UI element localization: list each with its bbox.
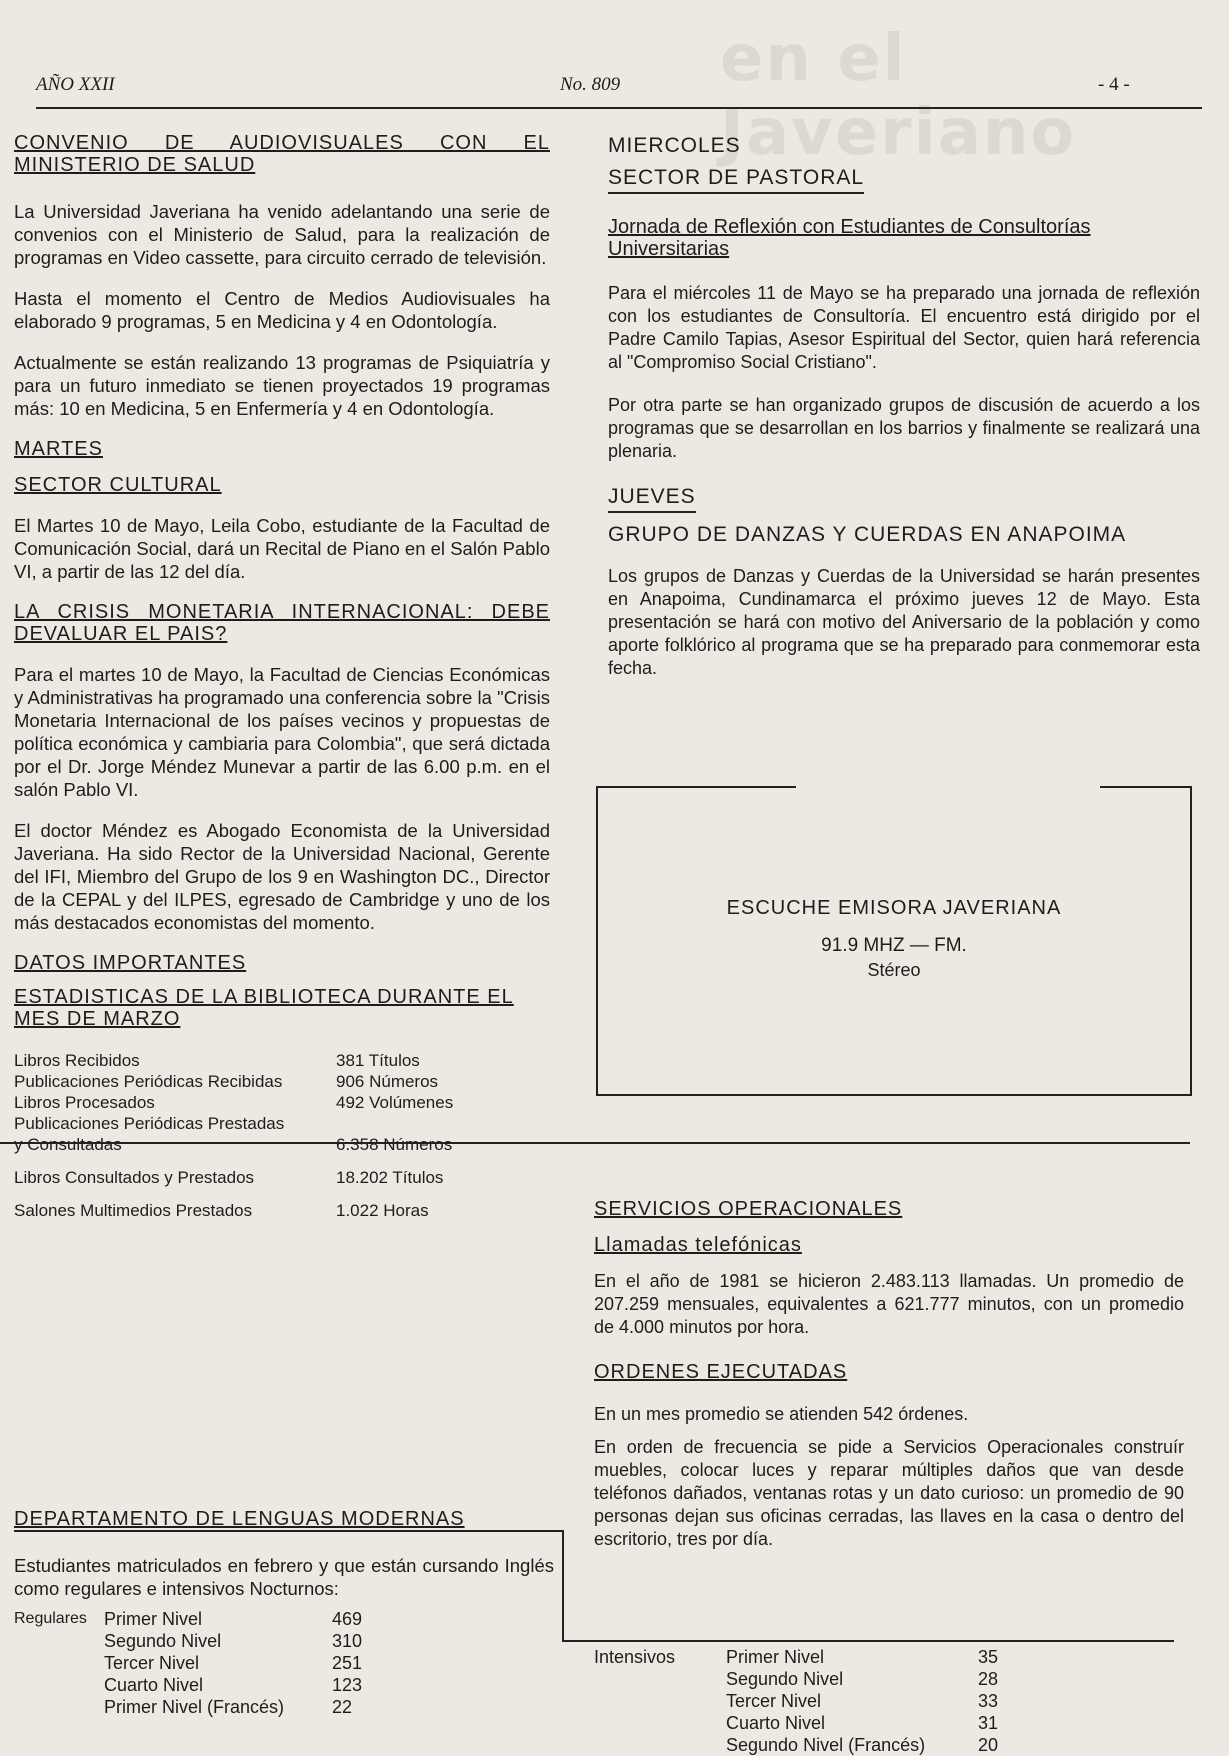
group-label: Intensivos [594,1647,676,1667]
stat-label: Publicaciones Periódicas Prestadas [14,1114,285,1133]
year-label: AÑO XXII [36,74,115,95]
level-name: Segundo Nivel [726,1669,844,1689]
ordenes-paragraph-1: En un mes promedio se atienden 542 órdenes. [594,1404,969,1424]
stat-label: Libros Procesados [14,1093,155,1112]
stat-label: Publicaciones Periódicas Recibidas [14,1072,283,1091]
level-name: Segundo Nivel [104,1631,222,1651]
stat-row [14,1092,550,1113]
stat-row [14,1200,550,1221]
level-count: 310 [332,1631,363,1651]
stat-value: 1.022 Horas [336,1201,429,1220]
stat-label: Libros Consultados y Prestados [14,1168,255,1187]
intensivos-rows [594,1646,1154,1756]
emisora-stereo: Stéreo [867,960,921,980]
danzas-title: GRUPO DE DANZAS Y CUERDAS EN ANAPOIMA [608,523,1127,546]
level-name: Primer Nivel [726,1647,825,1667]
left-column [14,132,550,1221]
section-rule [0,1142,1190,1144]
crisis-paragraph-1: Para el martes 10 de Mayo, la Facultad de Ciencias Económicas y Administrativas ha programado una conferencia sobre la "Crisis Monetaria Internacional de los países vecinos y propuestas de política económica y cambiaria para Colombia", que será dictada por el Dr. Jorge Méndez Munevar a partir de las 6.00 p.m. en el salón Pablo VI. [14,664,550,800]
level-count: 20 [978,1735,999,1755]
regulares-table [14,1608,554,1718]
servicios-heading: SERVICIOS OPERACIONALES [594,1198,903,1220]
level-count: 469 [332,1609,363,1629]
library-stats [14,1050,550,1221]
stat-row [14,1071,550,1092]
danzas-paragraph: Los grupos de Danzas y Cuerdas de la Universidad se harán presentes en Anapoima, Cundinamarca el próximo jueves 12 de Mayo. Esta presentación se hará con motivo del Aniversario de la población y como aporte folklórico al programa que se ha preparado para conmemorar esta fecha. [608,566,1200,678]
level-row [14,1630,554,1652]
sector-cultural-heading: SECTOR CULTURAL [14,474,222,496]
crisis-title-2: DEVALUAR EL PAIS? [14,623,228,645]
level-row [594,1712,1154,1734]
page-number: - 4 - [1098,74,1130,95]
datos-heading: DATOS IMPORTANTES [14,952,247,974]
level-count: 123 [332,1675,363,1695]
convenio-title-1: CONVENIO DE AUDIOVISUALES CON EL [14,132,550,154]
level-name: Tercer Nivel [104,1653,200,1673]
level-row [594,1690,1154,1712]
emisora-content [598,896,1190,982]
convenio-paragraph-3: Actualmente se están realizando 13 programas de Psiquiatría y para un futuro inmediato se tienen proyectados 19 programas más: 10 en Medicina, 5 en Enfermería y 4 en Odontología. [14,352,550,419]
level-row [594,1646,1154,1668]
stat-row [14,1134,550,1155]
right-column [608,134,1200,700]
lenguas-heading: DEPARTAMENTO DE LENGUAS MODERNAS [14,1508,465,1530]
jueves-heading: JUEVES [608,485,696,513]
stat-row [14,1050,550,1071]
level-count: 251 [332,1653,363,1673]
ordenes-heading: ORDENES EJECUTADAS [594,1361,848,1383]
stat-label: y Consultadas [14,1135,122,1154]
emisora-box-top-left [596,786,796,788]
level-count: 35 [978,1647,999,1667]
jornada-title-2: Universitarias [608,238,730,260]
intensivos-top-rule [562,1640,1174,1642]
stat-value: 492 Volúmenes [336,1093,454,1112]
stat-value: 906 Números [336,1072,439,1091]
level-count: 22 [332,1697,353,1717]
ordenes-paragraph-2: En orden de frecuencia se pide a Servicios Operacionales construír muebles, colocar luces y reparar múltiples daños que van desde teléfonos dañados, ventanas rotas y un dato curioso: un promedio de 90 personas dejan sus oficinas cerradas, las llaves en la casa o dentro del escritorio, tres por día. [594,1437,1184,1549]
stat-value: 18.202 Títulos [336,1168,444,1187]
convenio-paragraph-2: Hasta el momento el Centro de Medios Audiovisuales ha elaborado 9 programas, 5 en Medicina y 4 en Odontología. [14,288,550,332]
stat-label: Salones Multimedios Prestados [14,1201,253,1220]
header-rule [36,107,1202,109]
level-name: Cuarto Nivel [104,1675,204,1695]
crisis-title-1: LA CRISIS MONETARIA INTERNACIONAL: DEBE [14,601,550,623]
level-name: Primer Nivel (Francés) [104,1697,285,1717]
sector-pastoral-heading: SECTOR DE PASTORAL [608,166,864,194]
emisora-box [596,786,1192,1096]
level-name: Tercer Nivel [726,1691,822,1711]
stat-row [14,1113,550,1134]
stat-value: 6.358 Números [336,1135,453,1154]
stat-row [14,1167,550,1188]
level-row [14,1652,554,1674]
level-count: 28 [978,1669,999,1689]
level-row [14,1674,554,1696]
emisora-line-1: ESCUCHE EMISORA JAVERIANA [726,897,1062,919]
llamadas-paragraph: En el año de 1981 se hicieron 2.483.113 llamadas. Un promedio de 207.259 mensuales, equivalentes a 621.777 minutos, con un promedio de 4.000 minutos por hora. [594,1271,1184,1337]
level-name: Primer Nivel [104,1609,203,1629]
level-row [594,1668,1154,1690]
miercoles-heading: MIERCOLES [608,134,741,157]
lenguas-intro: Estudiantes matriculados en febrero y que están cursando Inglés como regulares e intensivos Nocturnos: [14,1555,554,1599]
level-name: Cuarto Nivel [726,1713,826,1733]
level-row [14,1608,554,1630]
servicios-section [594,1198,1184,1551]
intensivos-table [594,1646,1154,1756]
level-count: 31 [978,1713,999,1733]
issue-number: No. 809 [560,74,621,95]
estadisticas-title-2: MES DE MARZO [14,1008,181,1030]
stat-label: Libros Recibidos [14,1051,140,1070]
convenio-title-2: MINISTERIO DE SALUD [14,154,256,176]
estadisticas-title-1: ESTADISTICAS DE LA BIBLIOTECA DURANTE EL [14,986,514,1008]
emisora-box-top-right [1100,786,1190,788]
martes-heading: MARTES [14,438,103,460]
jornada-paragraph-1: Para el miércoles 11 de Mayo se ha preparado una jornada de reflexión con los estudiantes de Consultoría. El encuentro está dirigido por el Padre Camilo Tapias, Asesor Espiritual del Sector, quien hará referencia al "Compromiso Social Cristiano". [608,283,1200,372]
level-row [14,1696,554,1718]
crisis-paragraph-2: El doctor Méndez es Abogado Economista de la Universidad Javeriana. Ha sido Rector de la Universidad Nacional, Gerente del IFI, Miembro del Grupo de los 9 en Washington DC., Director de la CEPAL y del ILPES, egresado de Cambridge y uno de los más destacados economistas del momento. [14,820,550,933]
martes-paragraph: El Martes 10 de Mayo, Leila Cobo, estudiante de la Facultad de Comunicación Social, dará un Recital de Piano en el Salón Pablo VI, a partir de las 12 del día. [14,515,550,582]
stat-value: 381 Títulos [336,1051,420,1070]
lenguas-box-side [562,1530,564,1640]
level-row [594,1734,1154,1756]
jornada-paragraph-2: Por otra parte se han organizado grupos de discusión de acuerdo a los programas que se desarrollan en los barrios y finalmente se realizará una plenaria. [608,395,1200,461]
jornada-title-1: Jornada de Reflexión con Estudiantes de Consultorías [608,216,1091,238]
llamadas-heading: Llamadas telefónicas [594,1234,802,1256]
level-name: Segundo Nivel (Francés) [726,1735,926,1755]
level-count: 33 [978,1691,999,1711]
lenguas-section [14,1508,554,1718]
emisora-frequency: 91.9 MHZ — FM. [821,935,967,956]
group-label: Regulares [14,1610,87,1627]
convenio-paragraph-1: La Universidad Javeriana ha venido adelantando una serie de convenios con el Ministerio de Salud, para la realización de programas en Video cassette, para circuito cerrado de televisión. [14,201,550,268]
bleed-through-title: en el Javeriano [720,22,1077,170]
